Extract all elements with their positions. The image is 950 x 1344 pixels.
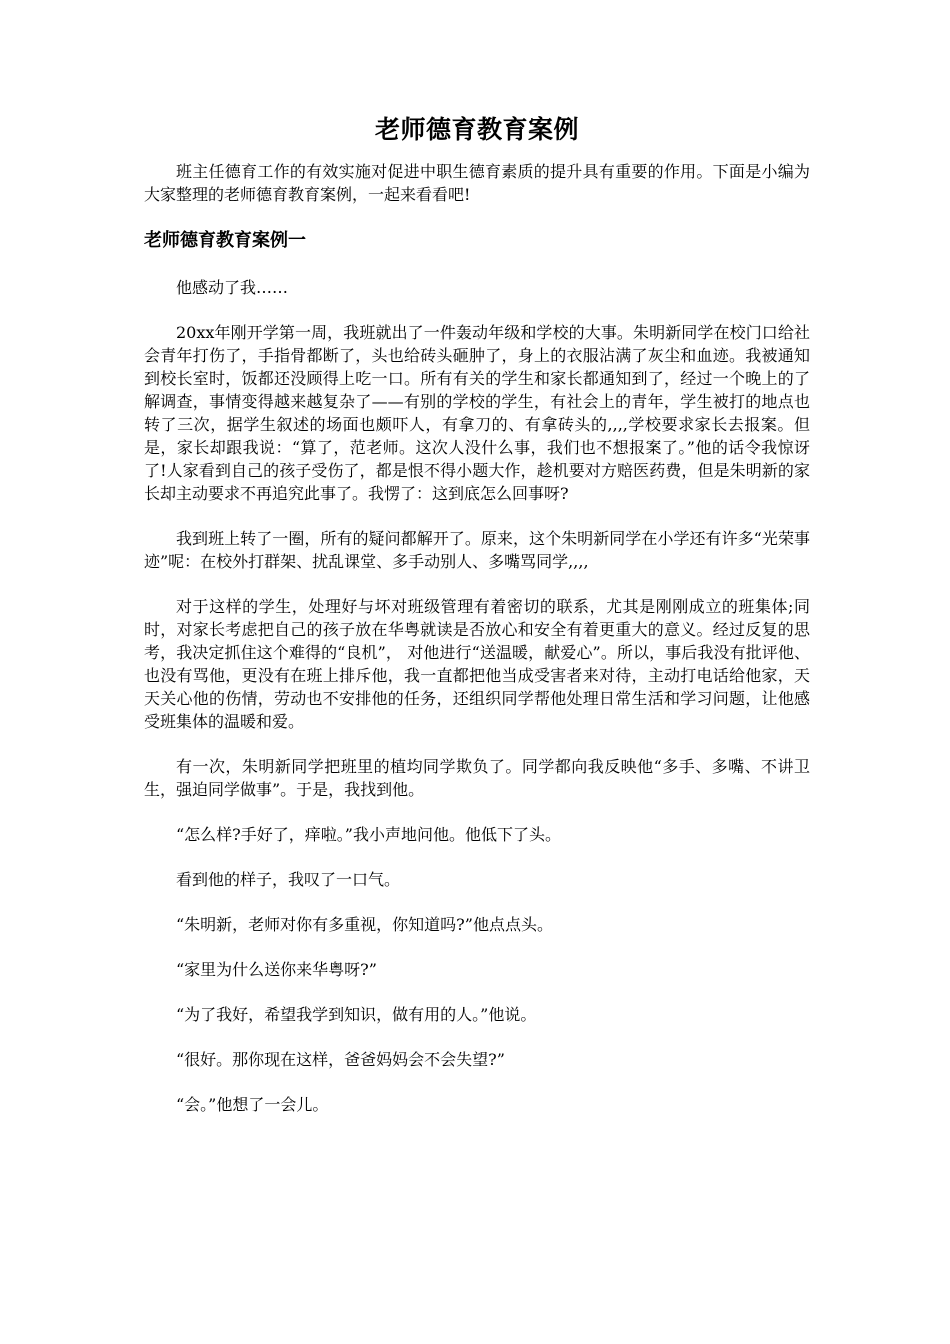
body-paragraph: 有一次，朱明新同学把班里的植均同学欺负了。同学都向我反映他“多手、多嘴、不讲卫生，强迫同学做事”。于是，我找到他。	[144, 757, 810, 799]
body-paragraph: “家里为什么送你来华粤呀?”	[176, 960, 377, 979]
intro-paragraph: 班主任德育工作的有效实施对促进中职生德育素质的提升具有重要的作用。下面是小编为大家整理的老师德育教育案例，一起来看看吧!	[144, 162, 810, 204]
body-paragraph: “为了我好，希望我学到知识，做有用的人。”他说。	[176, 1005, 537, 1024]
body-paragraph: 看到他的样子，我叹了一口气。	[176, 870, 401, 889]
body-paragraph: “很好。那你现在这样，爸爸妈妈会不会失望?”	[176, 1050, 505, 1069]
body-paragraph: “会。”他想了一会儿。	[176, 1095, 329, 1114]
document-page	[144, 112, 810, 1138]
body-paragraph: “朱明新，老师对你有多重视，你知道吗?”他点点头。	[176, 915, 553, 934]
body-paragraph: 他感动了我……	[176, 278, 289, 297]
body-paragraph: 20xx年刚开学第一周，我班就出了一件轰动年级和学校的大事。朱明新同学在校门口给社会青年打伤了，手指骨都断了，头也给砖头砸肿了，身上的衣服沾满了灰尘和血迹。我被通知到校长室时，饭都还没顾得上吃一口。所有有关的学生和家长都通知到了，经过一个晚上的了解调查，事情变得越来越复杂了——有别的学校的学生，有社会上的青年，学生被打的地点也转了三次，据学生叙述的场面也颇吓人，有拿刀的、有拿砖头的,,,,学校要求家长去报案。但是，家长却跟我说：“算了，范老师。这次人没什么事，我们也不想报案了。”他的话令我惊讶了!人家看到自己的孩子受伤了，都是恨不得小题大作，趁机要对方赔医药费，但是朱明新的家长却主动要求不再追究此事了。我愣了：这到底怎么回事呀?	[144, 323, 810, 503]
document-title: 老师德育教育案例	[374, 115, 579, 144]
body-paragraph: 对于这样的学生，处理好与坏对班级管理有着密切的联系，尤其是刚刚成立的班集体;同时，对家长考虑把自己的孩子放在华粤就读是否放心和安全有着更重大的意义。经过反复的思考，我决定抓住这个难得的“良机”， 对他进行“送温暖，献爱心”。所以，事后我没有批评他、也没有骂他，更没有在班上排斥他，我一直都把他当成受害者来对待，主动打电话给他家，天天关心他的伤情，劳动也不安排他的任务，还组织同学帮他处理日常生活和学习问题，让他感受班集体的温暖和爱。	[144, 597, 810, 731]
body-paragraph: “怎么样?手好了，痒啦。”我小声地问他。他低下了头。	[176, 825, 561, 844]
body-paragraph: 我到班上转了一圈，所有的疑问都解开了。原来，这个朱明新同学在小学还有许多“光荣事迹”呢：在校外打群架、扰乱课堂、多手动别人、多嘴骂同学,,,,	[144, 529, 810, 571]
section-heading: 老师德育教育案例一	[144, 230, 306, 251]
